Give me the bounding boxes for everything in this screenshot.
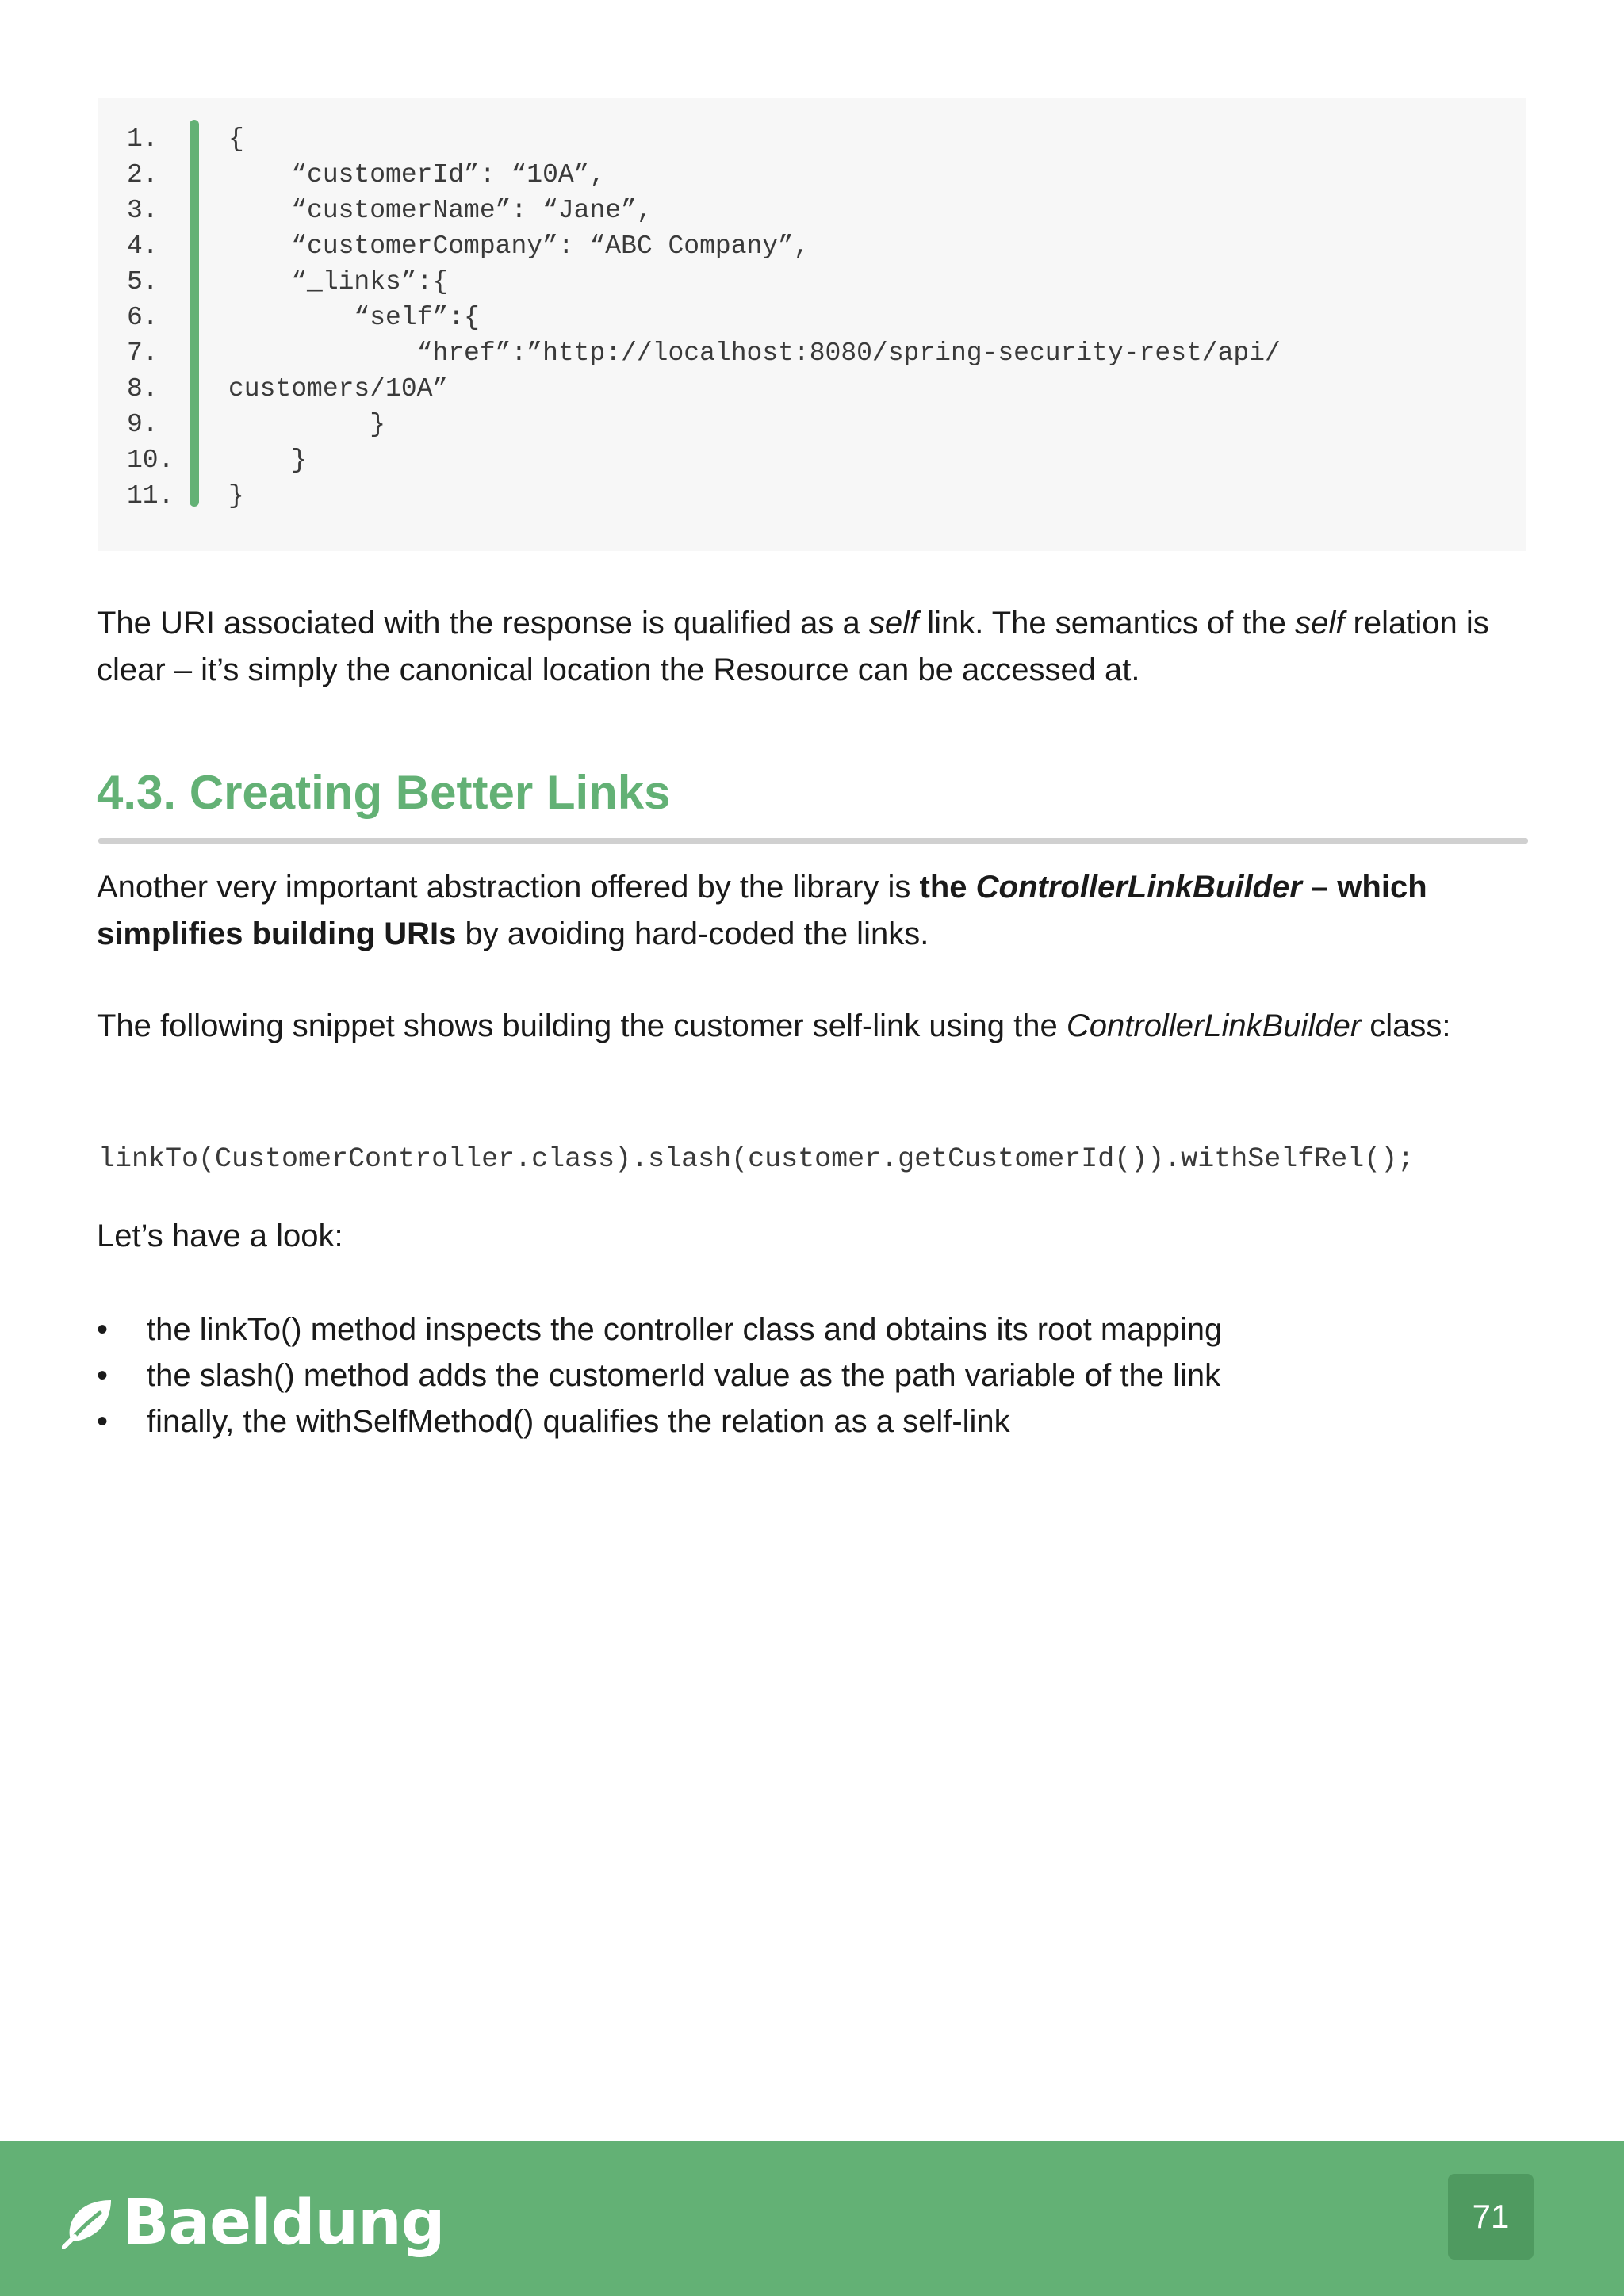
text-span: by avoiding hard-coded the links. [456,916,929,951]
code-line: { [228,124,244,154]
text-span-italic: ControllerLinkBuilder [1066,1008,1362,1043]
paragraph-link-builder [97,864,1524,958]
code-line-numbers [127,121,190,514]
paragraph-self-link [97,600,1524,694]
page-footer [0,2141,1624,2296]
text-span: Another very important abstraction offered by the library is [97,870,920,905]
text-span: class: [1361,1008,1451,1043]
code-snippet-inline: linkTo(CustomerController.class).slash(customer.getCustomerId()).withSelfRel(); [98,1143,1415,1175]
code-line: } [228,410,386,439]
code-lines [228,121,1513,514]
text-span: The URI associated with the response is qualified as a [97,606,869,641]
code-line: “self”:{ [228,303,480,332]
text-span-italic: self [868,606,919,641]
list-item-text: finally, the withSelfMethod() qualifies the relation as a self-link [147,1404,1010,1439]
brand-logo [62,2187,445,2259]
code-line: } [228,446,308,475]
list-item [97,1307,1222,1353]
list-item [97,1399,1222,1445]
code-block [98,98,1526,551]
line-number: 4. [127,232,159,261]
text-span: link. The semantics of the [918,606,1296,641]
line-number: 9. [127,410,159,439]
line-number: 11. [127,481,174,511]
code-line: “customerName”: “Jane”, [228,196,653,225]
bullet-icon: • [97,1358,109,1393]
code-accent-bar [190,120,199,507]
text-span: relation is clear – it’s simply the canonical location the Resource can be accessed at. [97,606,1489,687]
code-line: } [228,481,244,511]
section-heading: 4.3. Creating Better Links [97,766,671,819]
code-line: “_links”:{ [228,267,449,297]
bullet-icon: • [97,1404,109,1439]
heading-divider [98,838,1528,844]
bullet-icon: • [97,1312,109,1347]
text-span-italic: self [1295,606,1345,641]
code-line: “customerCompany”: “ABC Company”, [228,232,810,261]
code-line: “href”:”http://localhost:8080/spring-security-rest/api/ [228,339,1281,368]
line-number: 6. [127,303,159,332]
code-line: “customerId”: “10A”, [228,160,606,189]
line-number: 7. [127,339,159,368]
line-number: 5. [127,267,159,297]
list-item [97,1353,1222,1399]
list-item-text: the linkTo() method inspects the controller class and obtains its root mapping [147,1312,1223,1347]
text-span: The following snippet shows building the customer self-link using the [97,1008,1067,1043]
line-number: 1. [127,124,159,154]
brand-name: Baeldung [122,2187,445,2259]
list-item-text: the slash() method adds the customerId value as the path variable of the link [147,1358,1221,1393]
page-number-badge: 71 [1448,2174,1534,2260]
line-number: 8. [127,374,159,404]
text-span-bold-italic: ControllerLinkBuilder [975,870,1302,905]
line-number: 3. [127,196,159,225]
paragraph-look: Let’s have a look: [97,1219,343,1253]
text-span-bold: the [919,870,976,905]
text-span-bold: – which simplifies building URIs [97,870,1427,951]
bullet-list [97,1307,1222,1445]
leaf-icon [62,2197,114,2249]
paragraph-snippet-intro [97,1003,1524,1050]
line-number: 10. [127,446,174,475]
code-line: customers/10A” [228,374,449,404]
line-number: 2. [127,160,159,189]
